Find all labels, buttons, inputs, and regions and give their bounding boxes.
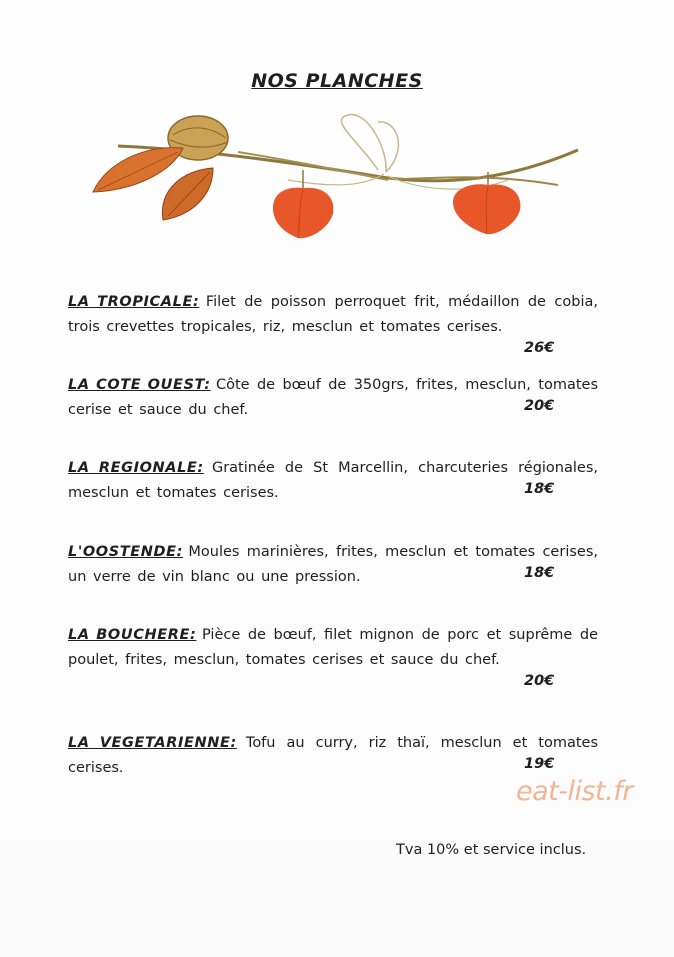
- menu-item-tropicale: [68, 290, 598, 340]
- menu-item-price: 19€: [524, 756, 555, 772]
- menu-item-cote-ouest: [68, 373, 598, 423]
- watermark: eat-list.fr: [516, 776, 633, 807]
- menu-item-description: Pièce de bœuf, filet mignon de porc et suprême de poulet, frites, mesclun, tomates cerises et sauce du chef.: [68, 627, 599, 668]
- menu-item-name: LA TROPICALE:: [68, 294, 200, 310]
- menu-item-vegetarienne: [68, 731, 598, 781]
- menu-item-name: LA BOUCHERE:: [68, 627, 197, 643]
- menu-item-name: LA VEGETARIENNE:: [68, 735, 237, 751]
- menu-item-price: 26€: [524, 340, 555, 356]
- menu-item-description: Tofu au curry, riz thaï, mesclun et tomates cerises.: [68, 735, 599, 776]
- physalis-branch-illustration: [88, 110, 598, 250]
- footer-note: Tva 10% et service inclus.: [396, 842, 587, 858]
- menu-item-name: LA COTE OUEST:: [68, 377, 211, 393]
- menu-item-description: Gratinée de St Marcellin, charcuteries régionales, mesclun et tomates cerises.: [68, 460, 598, 501]
- menu-item-price: 20€: [524, 398, 555, 414]
- menu-item-price: 18€: [524, 481, 555, 497]
- menu-item-regionale: [68, 456, 598, 506]
- menu-item-oostende: [68, 540, 598, 590]
- menu-item-name: LA REGIONALE:: [68, 460, 204, 476]
- menu-item-bouchere: [68, 623, 598, 673]
- menu-item-description: Côte de bœuf de 350grs, frites, mesclun, tomates cerise et sauce du chef.: [68, 377, 599, 418]
- menu-item-description: Moules marinières, frites, mesclun et tomates cerises, un verre de vin blanc ou une pression.: [68, 544, 598, 585]
- page-title: NOS PLANCHES: [251, 70, 423, 92]
- menu-item-name: L'OOSTENDE:: [68, 544, 184, 560]
- menu-item-description: Filet de poisson perroquet frit, médaillon de cobia, trois crevettes tropicales, riz, mesclun et tomates cerises.: [68, 294, 598, 335]
- menu-item-price: 20€: [524, 673, 555, 689]
- menu-item-price: 18€: [524, 565, 555, 581]
